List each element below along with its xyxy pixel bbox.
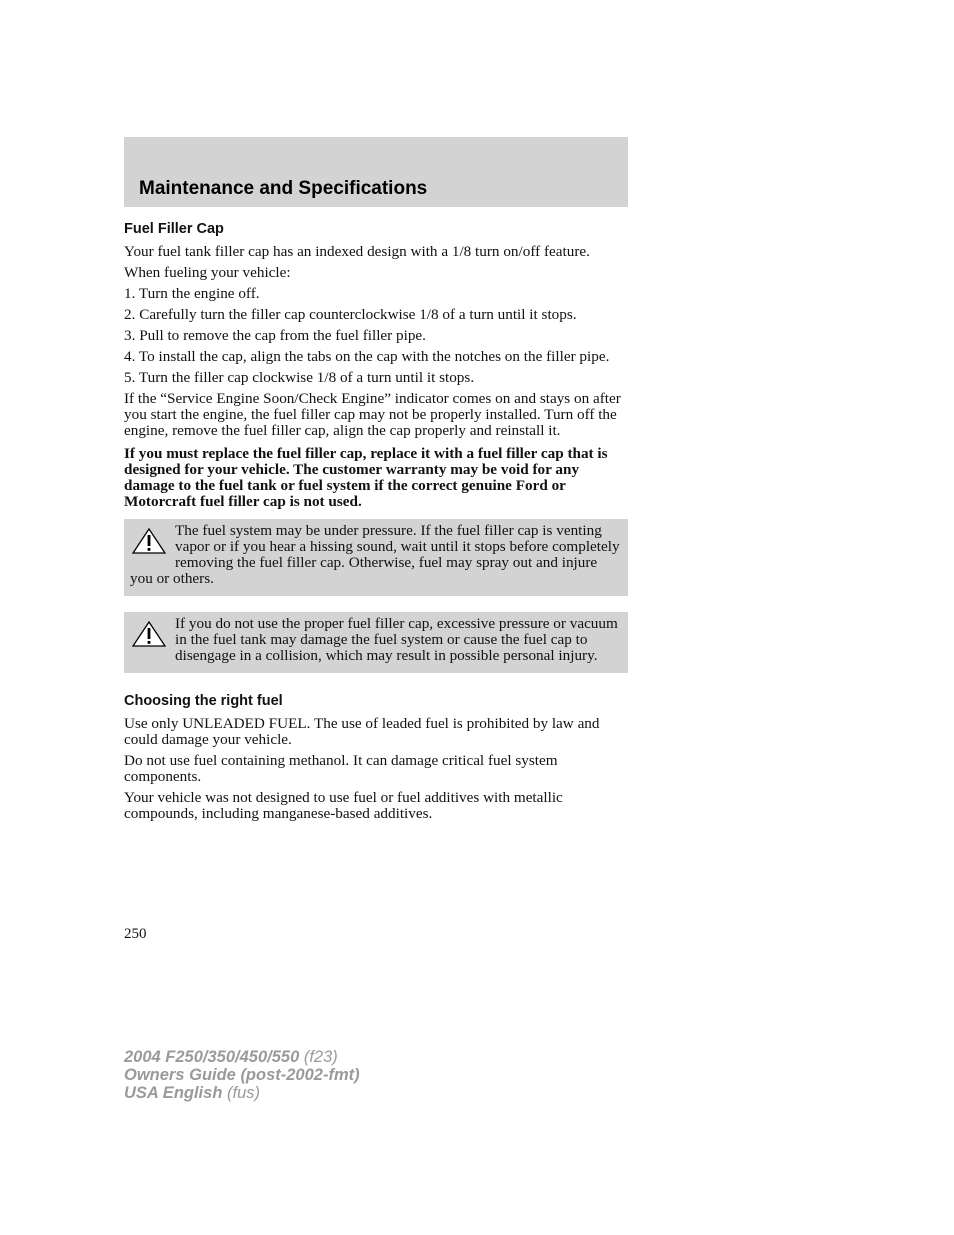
section-title: Maintenance and Specifications: [139, 178, 428, 199]
footer-language: USA English: [124, 1084, 223, 1102]
step-5: 5. Turn the filler cap clockwise 1/8 of a turn until it stops.: [124, 369, 475, 386]
fuel-paragraph-additives: Your vehicle was not designed to use fuel or fuel additives with metallic compounds, including manganese-based additives.: [124, 789, 563, 822]
warning-box-pressure: [124, 519, 628, 596]
warning-box-proper-cap: [124, 612, 628, 673]
footer-model-code: (f23): [303, 1048, 338, 1066]
warning-triangle-icon: [132, 528, 166, 554]
replacement-note: If you must replace the fuel filler cap, replace it with a fuel filler cap that is designed for your vehicle. The customer warranty may be void for any damage to the fuel tank or fuel system if the correct genuine Ford or Motorcraft fuel filler cap is not used.: [124, 445, 608, 510]
section-header: [124, 137, 628, 207]
fuel-paragraph-methanol: Do not use fuel containing methanol. It can damage critical fuel system components.: [124, 752, 558, 785]
page-content: [124, 220, 628, 827]
step-1: 1. Turn the engine off.: [124, 285, 260, 302]
fuel-paragraph-unleaded: Use only UNLEADED FUEL. The use of leaded fuel is prohibited by law and could damage your vehicle.: [124, 715, 600, 748]
warning-text-proper-cap: If you do not use the proper fuel filler cap, excessive pressure or vacuum in the fuel tank may damage the fuel system or cause the fuel cap to disengage in a collision, which may result in possible personal injury.: [175, 615, 618, 664]
step-4: 4. To install the cap, align the tabs on the cap with the notches on the filler pipe.: [124, 348, 610, 365]
choosing-fuel-heading: Choosing the right fuel: [124, 693, 283, 709]
footer-guide: Owners Guide (post-2002-fmt): [124, 1066, 360, 1084]
fuel-filler-cap-heading: Fuel Filler Cap: [124, 221, 224, 237]
footer-line-model: [124, 1048, 360, 1066]
warning-triangle-icon: [132, 621, 166, 647]
page-number: 250: [124, 926, 147, 942]
footer-model: 2004 F250/350/450/550: [124, 1048, 300, 1066]
footer-line-language: [124, 1084, 360, 1102]
indicator-note: If the “Service Engine Soon/Check Engine” indicator comes on and stays on after you start the engine, the fuel filler cap may not be properly installed. Turn off the engine, remove the fuel filler cap, align the cap properly and reinstall it.: [124, 390, 621, 439]
intro-paragraph: Your fuel tank filler cap has an indexed design with a 1/8 turn on/off feature.: [124, 243, 590, 260]
footer-language-code: (fus): [227, 1084, 260, 1102]
step-3: 3. Pull to remove the cap from the fuel filler pipe.: [124, 327, 426, 344]
step-2: 2. Carefully turn the filler cap counterclockwise 1/8 of a turn until it stops.: [124, 306, 577, 323]
when-fueling-text: When fueling your vehicle:: [124, 264, 291, 281]
document-footer: [124, 1048, 360, 1102]
warning-text-pressure: The fuel system may be under pressure. If the fuel filler cap is venting vapor or if you hear a hissing sound, wait until it stops before completely removing the fuel filler cap. Otherwise, fuel may spray out and injure you or others.: [130, 522, 620, 587]
